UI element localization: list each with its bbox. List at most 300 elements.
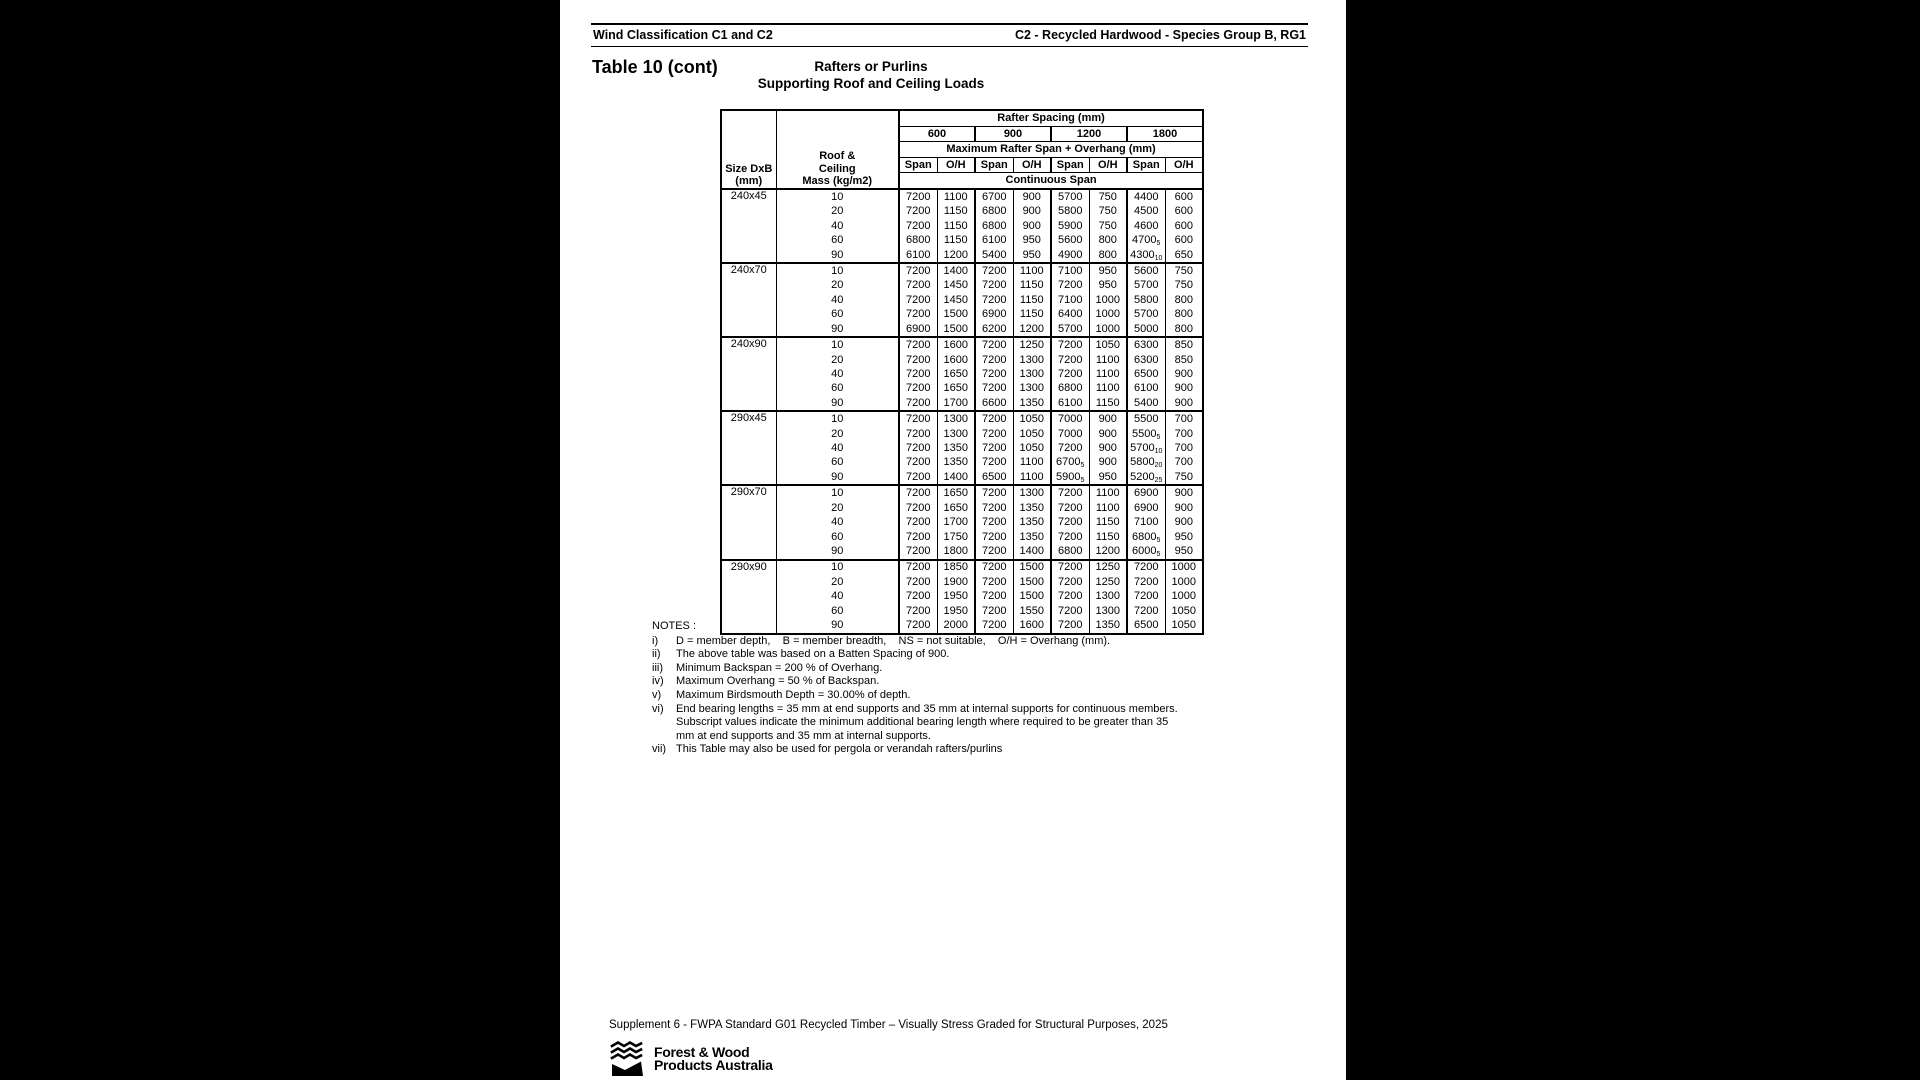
span-cell: $5900_5$ xyxy=(1051,470,1089,485)
span-cell: 6900 xyxy=(1127,485,1165,500)
span-cell: 5700 xyxy=(1051,322,1089,337)
overhang-cell: 1250 xyxy=(1013,337,1051,352)
span-cell: 6900 xyxy=(899,322,937,337)
span-cell: 7200 xyxy=(975,293,1013,307)
overhang-cell: 750 xyxy=(1089,204,1127,218)
overhang-cell: 800 xyxy=(1089,248,1127,263)
span-cell: 7200 xyxy=(975,575,1013,589)
document-title xyxy=(591,58,1151,92)
table-row xyxy=(721,337,1203,352)
table-row xyxy=(721,530,1203,544)
span-cell: 7200 xyxy=(1127,575,1165,589)
table-row xyxy=(721,233,1203,247)
note-text: Minimum Backspan = 200 % of Overhang. xyxy=(676,661,883,674)
size-cell: 290x45 xyxy=(721,411,776,485)
table-row xyxy=(721,381,1203,395)
bearing-subscript: 5 xyxy=(1080,476,1085,484)
span-cell: 7200 xyxy=(899,470,937,485)
span-cell: 6500 xyxy=(1127,367,1165,381)
overhang-cell: 600 xyxy=(1165,233,1203,247)
overhang-cell: 1850 xyxy=(937,560,975,575)
mass-cell: 90 xyxy=(776,322,899,337)
overhang-cell: 1050 xyxy=(1089,337,1127,352)
overhang-cell: 1100 xyxy=(1089,367,1127,381)
bearing-subscript: 10 xyxy=(1154,448,1163,456)
span-cell: 7000 xyxy=(1051,411,1089,426)
overhang-cell: 700 xyxy=(1165,456,1203,470)
overhang-cell: 1700 xyxy=(937,515,975,529)
span-cell: 7100 xyxy=(1051,293,1089,307)
overhang-cell: 1450 xyxy=(937,279,975,293)
overhang-cell: 900 xyxy=(1089,411,1127,426)
span-cell: 6800 xyxy=(1051,381,1089,395)
mass-cell: 20 xyxy=(776,279,899,293)
bearing-subscript: 25 xyxy=(1154,476,1163,484)
table-row xyxy=(721,604,1203,618)
table-row xyxy=(721,307,1203,321)
overhang-cell: 1650 xyxy=(937,485,975,500)
span-cell: 7200 xyxy=(975,263,1013,278)
span-cell: 4600 xyxy=(1127,219,1165,233)
table-row xyxy=(721,411,1203,426)
overhang-cell: 1100 xyxy=(1089,485,1127,500)
span-cell: $5700_{10}$ xyxy=(1127,441,1165,455)
overhang-cell: 1300 xyxy=(1013,381,1051,395)
overhang-cell: 1550 xyxy=(1013,604,1051,618)
span-cell: 6900 xyxy=(975,307,1013,321)
size-cell: 290x90 xyxy=(721,560,776,634)
overhang-cell: 1150 xyxy=(937,219,975,233)
overhang-cell: 1150 xyxy=(1013,293,1051,307)
table-row xyxy=(721,204,1203,218)
span-cell: 6100 xyxy=(975,233,1013,247)
note-item xyxy=(652,635,1188,649)
span-cell: 7200 xyxy=(899,263,937,278)
overhang-cell: 1300 xyxy=(937,411,975,426)
overhang-cell: 1300 xyxy=(1013,367,1051,381)
note-item xyxy=(652,648,1188,662)
span-cell: 7200 xyxy=(899,204,937,218)
span-cell: 7200 xyxy=(975,604,1013,618)
span-cell: 7100 xyxy=(1051,263,1089,278)
span-cell: 5000 xyxy=(1127,322,1165,337)
span-cell: 7200 xyxy=(899,589,937,603)
overhang-cell: 1700 xyxy=(937,396,975,411)
oh-label: O/H xyxy=(937,157,975,173)
mass-cell: 40 xyxy=(776,589,899,603)
overhang-cell: 950 xyxy=(1013,233,1051,247)
overhang-cell: 1100 xyxy=(1013,456,1051,470)
overhang-cell: 1250 xyxy=(1089,560,1127,575)
table-row xyxy=(721,485,1203,500)
bearing-subscript: 5 xyxy=(1156,536,1161,544)
span-cell: $4700_5$ xyxy=(1127,233,1165,247)
overhang-cell: 1500 xyxy=(1013,575,1051,589)
mass-cell: 60 xyxy=(776,530,899,544)
overhang-cell: 1300 xyxy=(937,427,975,441)
mass-column-header: Roof & Ceiling Mass (kg/m2) xyxy=(776,110,899,189)
overhang-cell: 1200 xyxy=(1013,322,1051,337)
overhang-cell: 1350 xyxy=(1013,501,1051,515)
overhang-cell: 1650 xyxy=(937,501,975,515)
mass-cell: 10 xyxy=(776,189,899,204)
overhang-cell: 1350 xyxy=(937,456,975,470)
mass-cell: 20 xyxy=(776,427,899,441)
note-number: iii) xyxy=(652,661,663,674)
overhang-cell: 1500 xyxy=(1013,560,1051,575)
span-label: Span xyxy=(899,157,937,173)
overhang-cell: 600 xyxy=(1165,204,1203,218)
note-item xyxy=(652,743,1188,757)
table-row xyxy=(721,263,1203,278)
span-cell: 7200 xyxy=(899,189,937,204)
overhang-cell: 1400 xyxy=(937,263,975,278)
overhang-cell: 1600 xyxy=(937,337,975,352)
overhang-cell: 1200 xyxy=(1089,544,1127,559)
overhang-cell: 800 xyxy=(1089,233,1127,247)
overhang-cell: 1050 xyxy=(1013,411,1051,426)
overhang-cell: 950 xyxy=(1165,544,1203,559)
span-cell: 5700 xyxy=(1127,279,1165,293)
span-cell: 7200 xyxy=(1127,604,1165,618)
size-cell: 240x90 xyxy=(721,337,776,411)
overhang-cell: 1000 xyxy=(1165,575,1203,589)
overhang-cell: 600 xyxy=(1165,219,1203,233)
span-cell: 7200 xyxy=(1051,604,1089,618)
overhang-cell: 1100 xyxy=(1089,353,1127,367)
mass-cell: 60 xyxy=(776,233,899,247)
span-cell: 7100 xyxy=(1127,515,1165,529)
span-cell: 7200 xyxy=(975,441,1013,455)
note-number: ii) xyxy=(652,648,661,661)
span-cell: 7200 xyxy=(899,219,937,233)
span-cell: 7200 xyxy=(1051,560,1089,575)
overhang-cell: 1300 xyxy=(1013,353,1051,367)
overhang-cell: 900 xyxy=(1089,427,1127,441)
overhang-cell: 900 xyxy=(1013,189,1051,204)
span-cell: 6300 xyxy=(1127,353,1165,367)
overhang-cell: 1350 xyxy=(1013,396,1051,411)
overhang-cell: 1250 xyxy=(1089,575,1127,589)
overhang-cell: 650 xyxy=(1165,248,1203,263)
table-body xyxy=(721,189,1203,634)
overhang-cell: 1150 xyxy=(1089,515,1127,529)
document-page xyxy=(560,0,1346,1080)
overhang-cell: 1950 xyxy=(937,589,975,603)
overhang-cell: 1150 xyxy=(937,204,975,218)
overhang-cell: 1650 xyxy=(937,367,975,381)
spacing-600: 600 xyxy=(899,126,975,142)
overhang-cell: 1150 xyxy=(1013,279,1051,293)
span-cell: 7200 xyxy=(899,515,937,529)
span-cell: 7200 xyxy=(899,441,937,455)
span-cell: 7200 xyxy=(899,381,937,395)
span-cell: 7200 xyxy=(899,485,937,500)
span-cell: 7200 xyxy=(1051,279,1089,293)
header-right: C2 - Recycled Hardwood - Species Group B, RG1 xyxy=(1014,28,1306,42)
overhang-cell: 750 xyxy=(1165,470,1203,485)
overhang-cell: 1000 xyxy=(1165,589,1203,603)
span-cell: 5600 xyxy=(1127,263,1165,278)
mass-cell: 40 xyxy=(776,367,899,381)
overhang-cell: 1400 xyxy=(1013,544,1051,559)
mass-cell: 40 xyxy=(776,515,899,529)
overhang-cell: 750 xyxy=(1165,263,1203,278)
span-cell: 7200 xyxy=(1051,367,1089,381)
mass-cell: 40 xyxy=(776,441,899,455)
span-cell: 7200 xyxy=(899,456,937,470)
oh-label: O/H xyxy=(1013,157,1051,173)
mass-cell: 90 xyxy=(776,618,899,633)
bearing-subscript: 5 xyxy=(1080,462,1085,470)
mass-cell: 60 xyxy=(776,456,899,470)
bearing-subscript: 20 xyxy=(1154,462,1163,470)
overhang-cell: 1100 xyxy=(1089,501,1127,515)
overhang-cell: 1600 xyxy=(937,353,975,367)
max-span-overhang-header: Maximum Rafter Span + Overhang (mm) xyxy=(899,142,1203,158)
note-text: End bearing lengths = 35 mm at end supports and 35 mm at internal supports for continuous members. Subscript values indicate the minimum additional bearing length where required to be greater than 35 mm at end supports and 35 mm at internal supports. xyxy=(676,702,1178,742)
span-cell: 6500 xyxy=(975,470,1013,485)
overhang-cell: 700 xyxy=(1165,441,1203,455)
note-text: The above table was based on a Batten Spacing of 900. xyxy=(676,648,950,661)
overhang-cell: 800 xyxy=(1165,322,1203,337)
mass-cell: 60 xyxy=(776,381,899,395)
span-cell: 4900 xyxy=(1051,248,1089,263)
span-cell: 7000 xyxy=(1051,427,1089,441)
mass-cell: 10 xyxy=(776,411,899,426)
span-cell: 7200 xyxy=(899,604,937,618)
span-cell: 7200 xyxy=(975,515,1013,529)
mass-cell: 20 xyxy=(776,501,899,515)
span-cell: 7200 xyxy=(1051,337,1089,352)
fwpa-logo xyxy=(609,1040,773,1078)
overhang-cell: 800 xyxy=(1165,293,1203,307)
span-cell: 7200 xyxy=(975,279,1013,293)
overhang-cell: 750 xyxy=(1089,219,1127,233)
note-number: v) xyxy=(652,688,662,701)
overhang-cell: 1000 xyxy=(1089,322,1127,337)
span-cell: 6200 xyxy=(975,322,1013,337)
span-cell: 6500 xyxy=(1127,618,1165,633)
table-row xyxy=(721,279,1203,293)
span-cell: 7200 xyxy=(1051,353,1089,367)
overhang-cell: 900 xyxy=(1165,485,1203,500)
mass-cell: 40 xyxy=(776,293,899,307)
table-row xyxy=(721,293,1203,307)
overhang-cell: 750 xyxy=(1089,189,1127,204)
note-text: Maximum Overhang = 50 % of Backspan. xyxy=(676,675,880,688)
span-cell: 7200 xyxy=(899,279,937,293)
note-item xyxy=(652,675,1188,689)
mass-cell: 60 xyxy=(776,604,899,618)
span-cell: 7200 xyxy=(975,353,1013,367)
mass-cell: 90 xyxy=(776,544,899,559)
mass-cell: 20 xyxy=(776,353,899,367)
table-row xyxy=(721,575,1203,589)
span-cell: 7200 xyxy=(899,367,937,381)
bearing-subscript: 5 xyxy=(1156,550,1161,558)
span-cell: 7200 xyxy=(1127,589,1165,603)
note-number: vi) xyxy=(652,702,664,715)
overhang-cell: 1150 xyxy=(1013,307,1051,321)
footer-citation: Supplement 6 - FWPA Standard G01 Recycled Timber – Visually Stress Graded for Structural Purposes, 2025 xyxy=(609,1019,1168,1031)
notes-heading: NOTES : xyxy=(652,620,697,632)
overhang-cell: 950 xyxy=(1089,263,1127,278)
span-cell: 7200 xyxy=(975,427,1013,441)
mass-cell: 10 xyxy=(776,485,899,500)
overhang-cell: 700 xyxy=(1165,411,1203,426)
span-cell: 5800 xyxy=(1051,204,1089,218)
overhang-cell: 950 xyxy=(1089,470,1127,485)
mass-cell: 10 xyxy=(776,560,899,575)
table-label: Table 10 (cont) xyxy=(592,57,718,77)
mass-cell: 90 xyxy=(776,248,899,263)
span-cell: 5800 xyxy=(1127,293,1165,307)
span-cell: 7200 xyxy=(899,353,937,367)
mass-cell: 90 xyxy=(776,396,899,411)
span-cell: 6100 xyxy=(899,248,937,263)
overhang-cell: 900 xyxy=(1165,381,1203,395)
note-text: D = member depth, B = member breadth, NS = not suitable, O/H = Overhang (mm). xyxy=(676,634,1111,647)
overhang-cell: 1300 xyxy=(1089,604,1127,618)
continuous-span-header: Continuous Span xyxy=(899,173,1203,189)
overhang-cell: 1500 xyxy=(937,307,975,321)
span-cell: 7200 xyxy=(1051,618,1089,633)
bearing-subscript: 5 xyxy=(1156,433,1161,441)
overhang-cell: 1350 xyxy=(1013,530,1051,544)
span-cell: 7200 xyxy=(1051,501,1089,515)
span-label: Span xyxy=(1051,157,1089,173)
span-cell: 6600 xyxy=(975,396,1013,411)
table-row xyxy=(721,560,1203,575)
note-number: vii) xyxy=(652,743,667,756)
oh-label: O/H xyxy=(1089,157,1127,173)
span-cell: 6100 xyxy=(1127,381,1165,395)
overhang-cell: 1100 xyxy=(1013,470,1051,485)
oh-label: O/H xyxy=(1165,157,1203,173)
span-cell: $6800_5$ xyxy=(1127,530,1165,544)
overhang-cell: 1100 xyxy=(1013,263,1051,278)
overhang-cell: 1050 xyxy=(1013,441,1051,455)
overhang-cell: 1600 xyxy=(1013,618,1051,633)
overhang-cell: 1800 xyxy=(937,544,975,559)
overhang-cell: 1500 xyxy=(1013,589,1051,603)
span-cell: 7200 xyxy=(975,411,1013,426)
overhang-cell: 700 xyxy=(1165,427,1203,441)
overhang-cell: 1000 xyxy=(1089,293,1127,307)
overhang-cell: 850 xyxy=(1165,337,1203,352)
overhang-cell: 1300 xyxy=(1013,485,1051,500)
span-cell: $6000_5$ xyxy=(1127,544,1165,559)
logo-line1: Forest & Wood xyxy=(654,1043,750,1060)
overhang-cell: 1350 xyxy=(1013,515,1051,529)
span-label: Span xyxy=(1127,157,1165,173)
span-cell: 7200 xyxy=(975,337,1013,352)
overhang-cell: 1650 xyxy=(937,381,975,395)
overhang-cell: 1400 xyxy=(937,470,975,485)
fwpa-logo-icon xyxy=(609,1040,649,1078)
span-cell: 5400 xyxy=(1127,396,1165,411)
span-cell: 4500 xyxy=(1127,204,1165,218)
note-item xyxy=(652,703,1188,744)
mass-cell: 60 xyxy=(776,307,899,321)
span-cell: 6700 xyxy=(975,189,1013,204)
table-row xyxy=(721,470,1203,485)
spacing-900: 900 xyxy=(975,126,1051,142)
overhang-cell: 900 xyxy=(1165,367,1203,381)
table-row xyxy=(721,589,1203,603)
span-cell: 7200 xyxy=(975,560,1013,575)
overhang-cell: 1500 xyxy=(937,322,975,337)
span-cell: 6300 xyxy=(1127,337,1165,352)
title-line1: Rafters or Purlins xyxy=(814,59,928,74)
span-cell: 7200 xyxy=(975,456,1013,470)
table-row xyxy=(721,427,1203,441)
table-row xyxy=(721,353,1203,367)
table-row xyxy=(721,367,1203,381)
overhang-cell: 1300 xyxy=(1089,589,1127,603)
running-header xyxy=(591,23,1308,47)
overhang-cell: 900 xyxy=(1165,396,1203,411)
bearing-subscript: 5 xyxy=(1156,240,1161,248)
span-cell: $5500_5$ xyxy=(1127,427,1165,441)
overhang-cell: 1000 xyxy=(1089,307,1127,321)
overhang-cell: 1050 xyxy=(1165,618,1203,633)
overhang-cell: 950 xyxy=(1013,248,1051,263)
span-cell: 7200 xyxy=(899,293,937,307)
overhang-cell: 1150 xyxy=(1089,530,1127,544)
span-cell: 7200 xyxy=(899,307,937,321)
span-cell: 7200 xyxy=(975,485,1013,500)
table-row xyxy=(721,515,1203,529)
span-cell: 5400 xyxy=(975,248,1013,263)
table-row xyxy=(721,248,1203,263)
span-cell: 6800 xyxy=(975,204,1013,218)
note-number: iv) xyxy=(652,675,664,688)
overhang-cell: 1950 xyxy=(937,604,975,618)
table-row xyxy=(721,189,1203,204)
overhang-cell: 900 xyxy=(1089,441,1127,455)
overhang-cell: 750 xyxy=(1165,279,1203,293)
mass-cell: 10 xyxy=(776,263,899,278)
overhang-cell: 1100 xyxy=(937,189,975,204)
overhang-cell: 1750 xyxy=(937,530,975,544)
span-cell: 7200 xyxy=(899,618,937,633)
span-cell: 5600 xyxy=(1051,233,1089,247)
span-cell: 7200 xyxy=(1051,485,1089,500)
notes-section xyxy=(652,620,1188,757)
overhang-cell: 900 xyxy=(1013,219,1051,233)
note-text: Maximum Birdsmouth Depth = 30.00% of depth. xyxy=(676,688,911,701)
note-item xyxy=(652,689,1188,703)
span-cell: 6400 xyxy=(1051,307,1089,321)
span-cell: 5700 xyxy=(1051,189,1089,204)
overhang-cell: 950 xyxy=(1089,279,1127,293)
size-cell: 240x45 xyxy=(721,189,776,263)
span-cell: 7200 xyxy=(899,501,937,515)
span-cell: 7200 xyxy=(899,575,937,589)
overhang-cell: 1450 xyxy=(937,293,975,307)
span-cell: 7200 xyxy=(899,544,937,559)
fwpa-logo-text xyxy=(654,1043,773,1073)
overhang-cell: 1150 xyxy=(1089,396,1127,411)
overhang-cell: 2000 xyxy=(937,618,975,633)
mass-cell: 10 xyxy=(776,337,899,352)
span-cell: 7200 xyxy=(899,396,937,411)
span-cell: 6900 xyxy=(1127,501,1165,515)
overhang-cell: 850 xyxy=(1165,353,1203,367)
span-cell: 7200 xyxy=(1051,515,1089,529)
